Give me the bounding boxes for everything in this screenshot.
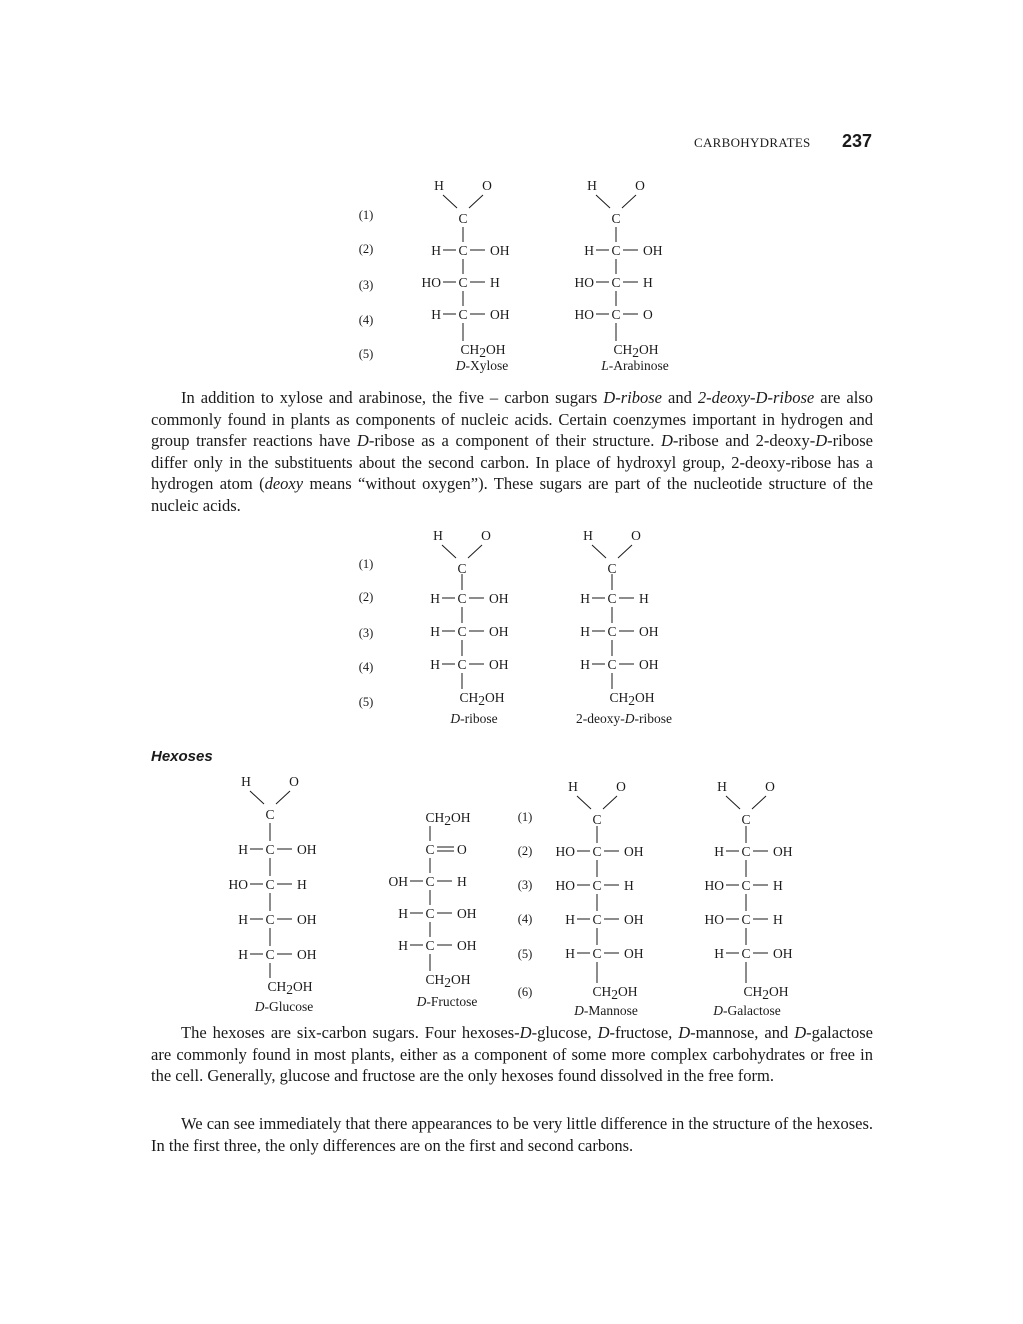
carbon-atom: C [458, 243, 468, 258]
italic-term: D-ribose [603, 388, 662, 407]
bond-line [577, 796, 591, 809]
text-run: -ribose and 2-deoxy- [672, 431, 816, 451]
substituent-left: H [431, 243, 441, 258]
substituent-right: H [490, 275, 500, 290]
carbon-atom: C [607, 624, 617, 639]
text-run: -ribose differ only in the substituents about the second carbon. In place of hydroxyl group, 2-deoxy-ribose has a hydrogen atom ( [151, 431, 873, 494]
sugar-name-label: 2-deoxy-D-ribose [576, 711, 672, 726]
substituent-right: OH [643, 243, 663, 258]
hydrogen-atom: H [241, 774, 251, 789]
carbon-atom: C [607, 657, 617, 672]
carbon-atom: C [265, 947, 275, 962]
sugar-name-label: L-Arabinose [601, 358, 669, 373]
carbon-atom: C [592, 812, 602, 827]
substituent-right: H [643, 275, 653, 290]
carbon-atom: C [741, 844, 751, 859]
substituent-left: H [238, 912, 248, 927]
row-number: (5) [358, 695, 374, 709]
carbon-atom: C [458, 211, 468, 226]
substituent-right: H [457, 874, 467, 889]
substituent-right: H [297, 877, 307, 892]
substituent-right: O [643, 307, 653, 322]
bond-line [442, 545, 456, 558]
substituent-left: HO [574, 275, 594, 290]
ch2oh-group: CH2OH [613, 342, 659, 360]
ch2oh-group: CH2OH [425, 810, 471, 828]
substituent-left: H [398, 906, 408, 921]
italic-term: D [356, 431, 369, 451]
carbon-atom: C [607, 561, 617, 576]
paragraph-pentoses [151, 387, 873, 517]
hydrogen-atom: H [433, 528, 443, 543]
ch2oh-group: CH2OH [267, 979, 313, 997]
carbon-atom: C [425, 842, 435, 857]
row-number: (3) [517, 878, 533, 892]
substituent-left: H [714, 946, 724, 961]
substituent-left: HO [555, 844, 575, 859]
substituent-right: OH [457, 938, 477, 953]
ch2oh-group: CH2OH [743, 984, 789, 1002]
substituent-right: OH [639, 624, 659, 639]
carbon-atom: C [592, 946, 602, 961]
substituent-right: OH [297, 842, 317, 857]
bond-line [752, 796, 766, 809]
substituent-left: H [430, 591, 440, 606]
substituent-left: H [431, 307, 441, 322]
sugar-name-label: D-Mannose [574, 1003, 638, 1018]
substituent-left: H [398, 938, 408, 953]
ch2oh-group: CH2OH [609, 690, 655, 708]
row-number: (6) [517, 985, 533, 999]
text-run: and [661, 388, 698, 407]
substituent-right: OH [489, 591, 509, 606]
substituent-right: OH [490, 243, 510, 258]
substituent-left: H [714, 844, 724, 859]
italic-term: D [815, 431, 828, 451]
carbon-atom: C [592, 878, 602, 893]
ch2oh-group: CH2OH [459, 690, 505, 708]
carbon-atom: C [611, 307, 621, 322]
oxygen-atom: O [482, 178, 492, 193]
carbon-atom: C [611, 211, 621, 226]
bond-line [726, 796, 740, 809]
bond-line [618, 545, 632, 558]
bond-line [468, 545, 482, 558]
carbon-atom: C [457, 561, 467, 576]
carbon-atom: C [592, 912, 602, 927]
bond-line [276, 791, 290, 804]
hydrogen-atom: H [583, 528, 593, 543]
substituent-left: HO [574, 307, 594, 322]
sugar-name-label: D-Xylose [455, 358, 509, 373]
carbon-atom: C [425, 906, 435, 921]
carbon-atom: C [592, 844, 602, 859]
oxygen-atom: O [635, 178, 645, 193]
carbon-atom: C [265, 842, 275, 857]
hydrogen-atom: H [587, 178, 597, 193]
italic-term: deoxy [264, 474, 304, 494]
substituent-left: HO [704, 878, 724, 893]
substituent-left: H [565, 946, 575, 961]
bond-line [250, 791, 264, 804]
substituent-right: OH [489, 657, 509, 672]
row-number: (1) [358, 208, 374, 222]
sugar-name-label: D-Glucose [254, 999, 314, 1014]
oxygen-atom: O [765, 779, 775, 794]
substituent-right: OH [624, 946, 644, 961]
hydrogen-atom: H [717, 779, 727, 794]
row-number: (2) [517, 844, 533, 858]
substituent-right: OH [624, 912, 644, 927]
text-run: In addition to xylose and arabinose, the five – carbon sugars [181, 388, 604, 407]
ch2oh-group: CH2OH [460, 342, 506, 360]
row-number: (4) [358, 660, 374, 674]
substituent-left: HO [555, 878, 575, 893]
row-number: (3) [358, 626, 374, 640]
carbon-atom: C [741, 946, 751, 961]
row-number: (5) [358, 347, 374, 361]
substituent-left: H [565, 912, 575, 927]
oxygen-atom: O [631, 528, 641, 543]
carbon-atom: C [611, 243, 621, 258]
row-number: (4) [358, 313, 374, 327]
bond-line [443, 195, 457, 208]
italic-term: 2-deoxy-D-ribose [697, 388, 815, 407]
paragraph-hexose-structure: We can see immediately that there appearances to be very little difference in the structure of the hexoses. In the first three, the only differences are on the first and second carbons. [151, 1114, 873, 1155]
sugar-name-label: D-Galactose [713, 1003, 781, 1018]
substituent-right: H [773, 912, 783, 927]
oxygen-atom: O [289, 774, 299, 789]
ribose-structures-figure [0, 520, 1023, 735]
substituent-right: OH [297, 947, 317, 962]
row-number: (2) [358, 242, 374, 256]
substituent-right: H [773, 878, 783, 893]
carbon-atom: C [457, 657, 467, 672]
carbon-atom: C [265, 877, 275, 892]
carbon-atom: C [425, 874, 435, 889]
carbon-atom: C [265, 912, 275, 927]
row-number: (4) [517, 912, 533, 926]
carbon-atom: C [458, 307, 468, 322]
bond-line [469, 195, 483, 208]
substituent-left: H [238, 947, 248, 962]
substituent-right: OH [490, 307, 510, 322]
oxygen-atom: O [481, 528, 491, 543]
hydrogen-atom: H [434, 178, 444, 193]
substituent-right: OH [773, 946, 793, 961]
substituent-right: OH [773, 844, 793, 859]
substituent-right: OH [297, 912, 317, 927]
substituent-left: H [430, 657, 440, 672]
carbon-atom: C [457, 591, 467, 606]
row-number: (5) [517, 947, 533, 961]
substituent-right: OH [457, 906, 477, 921]
bond-line [592, 545, 606, 558]
row-number: (2) [358, 590, 374, 604]
oxygen-atom: O [616, 779, 626, 794]
text-run: means “without oxygen”). These sugars are part of the nucleotide structure of the nucleic acids. [151, 474, 873, 515]
hexose-structures-figure [0, 770, 1023, 1025]
italic-term: D [660, 431, 673, 451]
substituent-left: H [580, 657, 590, 672]
carbon-atom: C [458, 275, 468, 290]
substituent-right: H [639, 591, 649, 606]
substituent-left: H [430, 624, 440, 639]
substituent-left: HO [421, 275, 441, 290]
bond-line [596, 195, 610, 208]
bond-line [603, 796, 617, 809]
substituent-right: OH [639, 657, 659, 672]
substituent-right: H [624, 878, 634, 893]
row-number: (3) [358, 278, 374, 292]
carbon-atom: C [741, 878, 751, 893]
substituent-left: H [584, 243, 594, 258]
carbon-atom: C [457, 624, 467, 639]
hydrogen-atom: H [568, 779, 578, 794]
substituent-left: HO [228, 877, 248, 892]
pentose-structures-figure [0, 170, 1023, 385]
substituent-left: H [238, 842, 248, 857]
carbon-atom: C [265, 807, 275, 822]
carbon-atom: C [741, 812, 751, 827]
ch2oh-group: CH2OH [425, 972, 471, 990]
row-number: (1) [358, 557, 374, 571]
sugar-name-label: D-Fructose [416, 994, 478, 1009]
substituent-right: OH [489, 624, 509, 639]
sugar-name-label: D-ribose [450, 711, 498, 726]
substituent-left: OH [388, 874, 408, 889]
substituent-left: H [580, 591, 590, 606]
text-run: -ribose as a component of their structure. [368, 431, 661, 451]
page-number: 237 [842, 131, 873, 151]
substituent-left: HO [704, 912, 724, 927]
carbon-atom: C [611, 275, 621, 290]
row-number: (1) [517, 810, 533, 824]
substituent-left: H [580, 624, 590, 639]
ch2oh-group: CH2OH [592, 984, 638, 1002]
bond-line [622, 195, 636, 208]
section-heading-hexoses: Hexoses [151, 748, 213, 765]
substituent-right: OH [624, 844, 644, 859]
carbon-atom: C [741, 912, 751, 927]
paragraph-hexoses: The hexoses are six-carbon sugars. Four hexoses-D-glucose, D-fructose, D-mannose, and D-galactose are commonly found in most plants, either as a component of some more complex carbohydrates or free in the cell. Generally, glucose and fructose are the only hexoses found dissolved in the free form. [151, 1023, 873, 1086]
carbon-atom: C [425, 938, 435, 953]
carbon-atom: C [607, 591, 617, 606]
text-run: are also commonly found in plants as components of nucleic acids. Certain coenzymes important in hydrogen and group transfer reactions have [151, 388, 873, 451]
substituent-right: O [457, 842, 467, 857]
chapter-title: CARBOHYDRATES [694, 135, 811, 150]
